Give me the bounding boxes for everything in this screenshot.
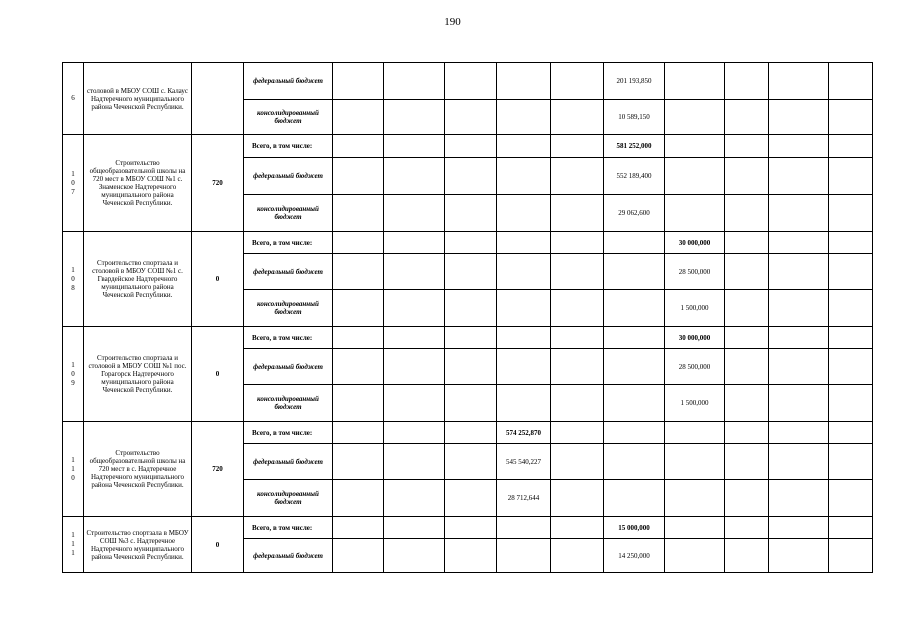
amount-value: 201 193,850 (604, 63, 665, 100)
project-name: столовой в МБОУ СОШ с. Калаус Надтеречного муниципального района Чеченской Республики. (84, 63, 192, 135)
empty-cell (769, 100, 829, 135)
budget-table (62, 62, 873, 573)
amount-value: 1 500,000 (665, 290, 725, 327)
empty-cell (384, 254, 445, 290)
empty-cell (769, 232, 829, 254)
empty-cell (384, 517, 445, 539)
empty-cell (497, 135, 551, 158)
empty-cell (497, 254, 551, 290)
empty-cell (725, 444, 769, 480)
empty-cell (725, 232, 769, 254)
row-number: 6 (63, 63, 84, 135)
empty-cell (604, 232, 665, 254)
empty-cell (725, 63, 769, 100)
amount-value: 545 540,227 (497, 444, 551, 480)
empty-cell (551, 444, 604, 480)
empty-cell (829, 232, 873, 254)
empty-cell (333, 385, 384, 422)
amount-value: 581 252,000 (604, 135, 665, 158)
empty-cell (551, 254, 604, 290)
empty-cell (445, 254, 497, 290)
project-name: Строительство общеобразовательной школы на 720 мест в с. Надтеречное Надтеречного муниципального района Чеченской Республики. (84, 422, 192, 517)
funding-source: Всего, в том числе: (244, 422, 333, 444)
row-number: 1 0 9 (63, 327, 84, 422)
empty-cell (384, 385, 445, 422)
empty-cell (725, 385, 769, 422)
empty-cell (725, 539, 769, 573)
empty-cell (665, 158, 725, 195)
empty-cell (384, 444, 445, 480)
empty-cell (665, 517, 725, 539)
capacity: 720 (192, 422, 244, 517)
empty-cell (551, 135, 604, 158)
empty-cell (384, 135, 445, 158)
table-row (63, 232, 873, 254)
empty-cell (384, 100, 445, 135)
capacity: 720 (192, 135, 244, 232)
empty-cell (725, 158, 769, 195)
amount-value: 552 189,400 (604, 158, 665, 195)
funding-source: федеральный бюджет (244, 158, 333, 195)
empty-cell (829, 517, 873, 539)
empty-cell (497, 100, 551, 135)
capacity: 0 (192, 232, 244, 327)
empty-cell (384, 63, 445, 100)
empty-cell (604, 327, 665, 349)
empty-cell (665, 422, 725, 444)
empty-cell (829, 422, 873, 444)
empty-cell (384, 422, 445, 444)
empty-cell (333, 349, 384, 385)
empty-cell (665, 100, 725, 135)
empty-cell (551, 539, 604, 573)
empty-cell (497, 290, 551, 327)
empty-cell (604, 422, 665, 444)
empty-cell (829, 480, 873, 517)
empty-cell (445, 349, 497, 385)
empty-cell (769, 195, 829, 232)
empty-cell (769, 290, 829, 327)
table-row (63, 327, 873, 349)
empty-cell (551, 195, 604, 232)
empty-cell (769, 349, 829, 385)
empty-cell (829, 100, 873, 135)
empty-cell (769, 158, 829, 195)
empty-cell (769, 385, 829, 422)
row-number: 1 0 8 (63, 232, 84, 327)
empty-cell (725, 135, 769, 158)
empty-cell (665, 63, 725, 100)
empty-cell (445, 444, 497, 480)
amount-value: 28 500,000 (665, 349, 725, 385)
empty-cell (604, 290, 665, 327)
empty-cell (604, 385, 665, 422)
capacity: 0 (192, 517, 244, 573)
empty-cell (445, 539, 497, 573)
project-name: Строительство спортзала и столовой в МБОУ СОШ №1 пос. Горагорск Надтеречного муниципального района Чеченской Республики. (84, 327, 192, 422)
amount-value: 10 589,150 (604, 100, 665, 135)
empty-cell (445, 422, 497, 444)
empty-cell (445, 135, 497, 158)
empty-cell (604, 444, 665, 480)
empty-cell (769, 444, 829, 480)
empty-cell (551, 480, 604, 517)
empty-cell (769, 422, 829, 444)
funding-source: федеральный бюджет (244, 539, 333, 573)
empty-cell (497, 349, 551, 385)
funding-source: Всего, в том числе: (244, 232, 333, 254)
empty-cell (445, 158, 497, 195)
funding-source: консолидированный бюджет (244, 480, 333, 517)
table-row (63, 135, 873, 158)
empty-cell (769, 63, 829, 100)
empty-cell (604, 480, 665, 517)
funding-source: консолидированный бюджет (244, 385, 333, 422)
empty-cell (497, 385, 551, 422)
amount-value: 30 000,000 (665, 232, 725, 254)
empty-cell (445, 290, 497, 327)
empty-cell (725, 422, 769, 444)
empty-cell (445, 195, 497, 232)
empty-cell (725, 100, 769, 135)
funding-source: консолидированный бюджет (244, 100, 333, 135)
empty-cell (604, 349, 665, 385)
empty-cell (551, 100, 604, 135)
project-name: Строительство общеобразовательной школы на 720 мест в МБОУ СОШ №1 с. Знаменское Надтеречного муниципального района Чеченской Республики. (84, 135, 192, 232)
empty-cell (333, 327, 384, 349)
empty-cell (829, 327, 873, 349)
empty-cell (333, 254, 384, 290)
page-number: 190 (444, 16, 461, 28)
amount-value: 574 252,870 (497, 422, 551, 444)
empty-cell (384, 327, 445, 349)
empty-cell (333, 422, 384, 444)
empty-cell (769, 254, 829, 290)
empty-cell (497, 195, 551, 232)
empty-cell (384, 290, 445, 327)
funding-source: федеральный бюджет (244, 444, 333, 480)
amount-value: 28 500,000 (665, 254, 725, 290)
empty-cell (333, 444, 384, 480)
funding-source: федеральный бюджет (244, 254, 333, 290)
empty-cell (384, 349, 445, 385)
empty-cell (333, 100, 384, 135)
empty-cell (829, 158, 873, 195)
empty-cell (829, 539, 873, 573)
funding-source: Всего, в том числе: (244, 135, 333, 158)
empty-cell (333, 290, 384, 327)
empty-cell (445, 327, 497, 349)
empty-cell (551, 290, 604, 327)
empty-cell (829, 63, 873, 100)
row-number: 1 1 1 (63, 517, 84, 573)
capacity (192, 63, 244, 135)
empty-cell (725, 480, 769, 517)
empty-cell (665, 135, 725, 158)
empty-cell (769, 539, 829, 573)
funding-source: Всего, в том числе: (244, 517, 333, 539)
funding-source: консолидированный бюджет (244, 195, 333, 232)
empty-cell (665, 444, 725, 480)
empty-cell (604, 254, 665, 290)
amount-value: 30 000,000 (665, 327, 725, 349)
empty-cell (333, 158, 384, 195)
empty-cell (384, 195, 445, 232)
empty-cell (384, 480, 445, 517)
empty-cell (725, 349, 769, 385)
amount-value: 14 250,000 (604, 539, 665, 573)
empty-cell (725, 290, 769, 327)
empty-cell (384, 539, 445, 573)
empty-cell (551, 517, 604, 539)
empty-cell (829, 135, 873, 158)
amount-value: 15 000,000 (604, 517, 665, 539)
empty-cell (445, 480, 497, 517)
table-body (63, 63, 873, 573)
capacity: 0 (192, 327, 244, 422)
empty-cell (445, 100, 497, 135)
funding-source: Всего, в том числе: (244, 327, 333, 349)
table-row (63, 517, 873, 539)
amount-value: 1 500,000 (665, 385, 725, 422)
empty-cell (769, 327, 829, 349)
table-row (63, 422, 873, 444)
empty-cell (497, 232, 551, 254)
empty-cell (829, 195, 873, 232)
empty-cell (725, 517, 769, 539)
empty-cell (665, 195, 725, 232)
empty-cell (725, 254, 769, 290)
empty-cell (665, 539, 725, 573)
empty-cell (769, 517, 829, 539)
empty-cell (551, 385, 604, 422)
project-name: Строительство спортзала в МБОУ СОШ №3 с. Надтеречное Надтеречного муниципального района Чеченской Республики. (84, 517, 192, 573)
empty-cell (333, 63, 384, 100)
empty-cell (497, 327, 551, 349)
empty-cell (551, 349, 604, 385)
empty-cell (384, 158, 445, 195)
row-number: 1 1 0 (63, 422, 84, 517)
empty-cell (445, 385, 497, 422)
empty-cell (497, 158, 551, 195)
empty-cell (725, 327, 769, 349)
empty-cell (384, 232, 445, 254)
empty-cell (497, 63, 551, 100)
empty-cell (769, 135, 829, 158)
funding-source: консолидированный бюджет (244, 290, 333, 327)
empty-cell (725, 195, 769, 232)
empty-cell (551, 327, 604, 349)
empty-cell (445, 517, 497, 539)
empty-cell (333, 480, 384, 517)
empty-cell (551, 158, 604, 195)
empty-cell (333, 135, 384, 158)
row-number: 1 0 7 (63, 135, 84, 232)
empty-cell (665, 480, 725, 517)
empty-cell (333, 517, 384, 539)
empty-cell (333, 539, 384, 573)
empty-cell (551, 422, 604, 444)
funding-source: федеральный бюджет (244, 349, 333, 385)
empty-cell (445, 232, 497, 254)
table-row (63, 63, 873, 100)
empty-cell (829, 385, 873, 422)
empty-cell (829, 254, 873, 290)
amount-value: 28 712,644 (497, 480, 551, 517)
empty-cell (829, 349, 873, 385)
funding-source: федеральный бюджет (244, 63, 333, 100)
empty-cell (497, 517, 551, 539)
empty-cell (497, 539, 551, 573)
empty-cell (829, 290, 873, 327)
empty-cell (333, 232, 384, 254)
project-name: Строительство спортзала и столовой в МБОУ СОШ №1 с. Гвардейское Надтеречного муниципального района Чеченской Республики. (84, 232, 192, 327)
empty-cell (551, 232, 604, 254)
empty-cell (445, 63, 497, 100)
empty-cell (551, 63, 604, 100)
amount-value: 29 062,600 (604, 195, 665, 232)
empty-cell (769, 480, 829, 517)
empty-cell (829, 444, 873, 480)
empty-cell (333, 195, 384, 232)
